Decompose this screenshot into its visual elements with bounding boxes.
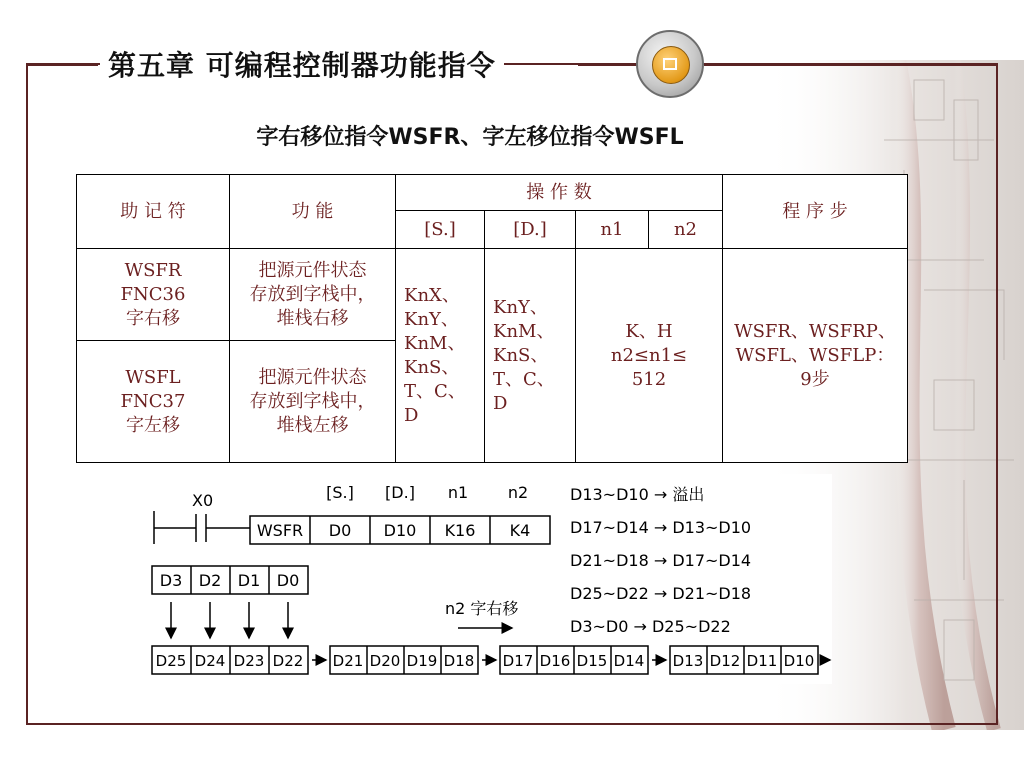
stack-cell: D17 bbox=[502, 652, 534, 670]
source-cell: D0 bbox=[276, 571, 300, 590]
stack-cell: D11 bbox=[746, 652, 778, 670]
instruction-operand: K16 bbox=[444, 521, 476, 540]
function-cell: 把源元件状态 存放到字栈中， 堆栈右移 bbox=[230, 249, 396, 341]
contact-label: X0 bbox=[192, 491, 214, 510]
header-function: 功 能 bbox=[230, 175, 396, 249]
stack-cell: D24 bbox=[194, 652, 226, 670]
source-cell: D3 bbox=[159, 571, 183, 590]
table-row bbox=[77, 249, 908, 341]
function-cell: 把源元件状态 存放到字栈中， 堆栈左移 bbox=[230, 341, 396, 463]
header-operands: 操 作 数 bbox=[396, 175, 723, 211]
header-rule-right bbox=[704, 64, 998, 66]
header-rule-left bbox=[26, 64, 98, 66]
instruction-operand: K4 bbox=[509, 521, 531, 540]
stack-cell: D20 bbox=[369, 652, 401, 670]
transfer-line: D3~D0 → D25~D22 bbox=[570, 617, 731, 636]
stack-cell: D13 bbox=[672, 652, 704, 670]
table-header-row bbox=[77, 175, 908, 211]
stack-cell: D21 bbox=[332, 652, 364, 670]
operand-label: n2 bbox=[507, 483, 529, 502]
s-operand-cell: KnX、 KnY、 KnM、 KnS、 T、C、 D bbox=[396, 249, 485, 463]
instruction-operand: D0 bbox=[328, 521, 352, 540]
stack-cell: D16 bbox=[539, 652, 571, 670]
instruction-spec-table bbox=[76, 174, 908, 463]
stack-cell: D10 bbox=[783, 652, 815, 670]
mnemonic-cell: WSFL FNC37 字左移 bbox=[77, 341, 230, 463]
stack-cell: D18 bbox=[443, 652, 475, 670]
stack-cell: D15 bbox=[576, 652, 608, 670]
transfer-line: D13~D10 → 溢出 bbox=[570, 485, 705, 504]
header-n2: n2 bbox=[649, 211, 723, 249]
stack-cell: D25 bbox=[155, 652, 187, 670]
header-mnemonic: 助 记 符 bbox=[77, 175, 230, 249]
instruction-name: WSFR bbox=[256, 521, 304, 540]
header-d: [D.] bbox=[485, 211, 576, 249]
instruction-operand: D10 bbox=[383, 521, 417, 540]
badge-core bbox=[652, 46, 690, 84]
d-operand-cell: KnY、 KnM、 KnS、 T、C、 D bbox=[485, 249, 576, 463]
operand-label: [D.] bbox=[385, 483, 415, 502]
source-cell: D2 bbox=[198, 571, 222, 590]
stack-cell: D12 bbox=[709, 652, 741, 670]
steps-cell: WSFR、WSFRP、 WSFL、WSFLP： 9步 bbox=[723, 249, 908, 463]
square-icon bbox=[663, 58, 677, 70]
ladder-svg bbox=[140, 474, 832, 684]
header-steps: 程 序 步 bbox=[723, 175, 908, 249]
operand-label: n1 bbox=[447, 483, 469, 502]
stack-cell: D19 bbox=[406, 652, 438, 670]
shift-label: n2 字右移 bbox=[445, 599, 519, 618]
stack-cell: D14 bbox=[613, 652, 645, 670]
n-values-cell: K、H n2≤n1≤ 512 bbox=[576, 249, 723, 463]
header-n1: n1 bbox=[576, 211, 649, 249]
header-rule-middle bbox=[578, 64, 638, 66]
transfer-line: D25~D22 → D21~D18 bbox=[570, 584, 752, 603]
source-cell: D1 bbox=[237, 571, 261, 590]
transfer-line: D21~D18 → D17~D14 bbox=[570, 551, 752, 570]
chapter-badge-icon bbox=[636, 30, 704, 98]
mnemonic-cell: WSFR FNC36 字右移 bbox=[77, 249, 230, 341]
stack-cell: D23 bbox=[233, 652, 265, 670]
chapter-title: 第五章 可编程控制器功能指令 bbox=[100, 44, 504, 84]
stack-cell: D22 bbox=[272, 652, 304, 670]
header-s: [S.] bbox=[396, 211, 485, 249]
operand-label: [S.] bbox=[326, 483, 354, 502]
transfer-line: D17~D14 → D13~D10 bbox=[570, 518, 752, 537]
slide-subtitle: 字右移位指令WSFR、字左移位指令WSFL bbox=[256, 125, 684, 150]
ladder-diagram bbox=[140, 474, 832, 684]
